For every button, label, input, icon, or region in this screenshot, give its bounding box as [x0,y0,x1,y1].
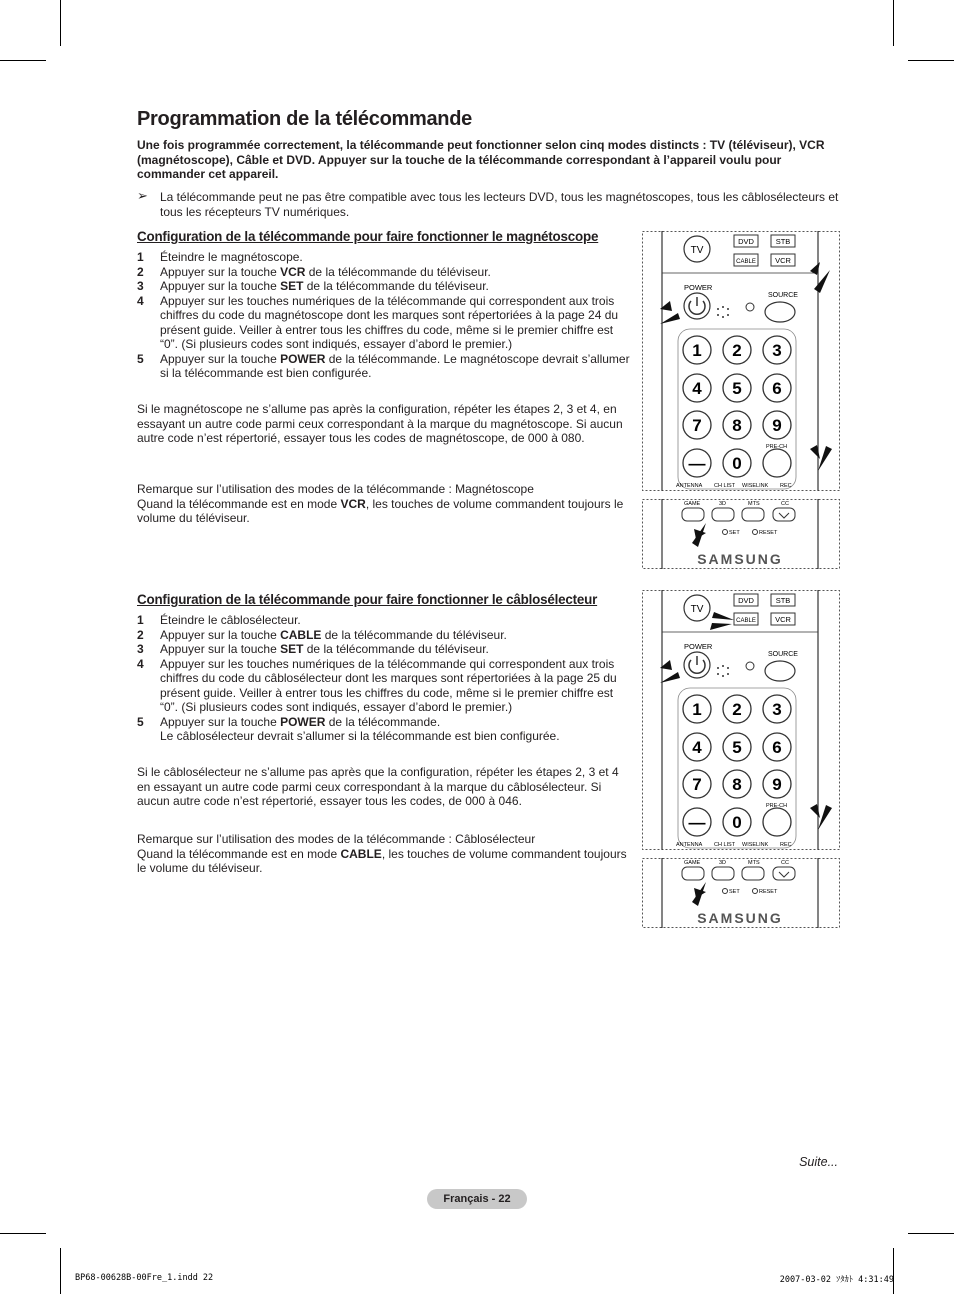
step-number: 3 [137,279,144,293]
digit-label: 6 [772,379,782,398]
vcr-label: VCR [775,256,791,265]
step-item [137,715,633,744]
cc-button[interactable] [773,867,795,880]
digit-label: 0 [732,813,742,832]
note-arrow-icon: ➢ [137,188,148,203]
text-run: , les touches de volume commandent toujours le volume du téléviseur. [137,846,627,875]
step-number: 1 [137,613,144,627]
3d-button[interactable] [712,508,734,521]
bold-term: POWER [280,351,326,366]
set-button[interactable] [723,530,728,535]
bold-term: VCR [340,496,366,511]
text-run: Appuyer sur la touche [160,351,281,366]
step-item [137,250,633,265]
cc-label: CC [781,860,789,866]
text-run: de la télécommande. [325,714,441,729]
text-run: Quand la télécommande est en mode [137,846,341,861]
game-label: GAME [684,860,701,866]
prech-label: PRE-CH [766,444,788,450]
mode-note-cable [137,832,633,876]
prech-button[interactable] [763,808,791,836]
crop-mark [893,0,894,46]
wiselink-label: WISELINK [742,483,769,489]
print-slug-date: 2007-03-02 ｿﾀｶﾄ 4:31:49 [779,1275,894,1285]
reset-label: RESET [759,530,778,536]
reset-label: RESET [759,889,778,895]
note-text: La télécommande peut ne pas être compatible avec tous les lecteurs DVD, tous les magnétoscopes, tous les câblosélecteurs et tous les récepteurs TV numériques. [160,190,839,219]
digit-label: 8 [732,416,742,435]
text-run: de la télécommande du téléviseur. [321,627,507,642]
text-run: de la télécommande du téléviseur. [303,642,489,656]
bold-term: VCR [280,264,306,279]
dvd-label: DVD [738,596,754,605]
dvd-label: DVD [738,237,754,246]
samsung-logo: SAMSUNG [697,551,783,567]
rec-label: REC [780,842,792,848]
antenna-label: ANTENNA [676,483,703,489]
prech-label: PRE-CH [766,803,788,809]
stb-label: STB [775,237,791,246]
step-item [137,642,633,657]
bold-term: SET [280,642,304,656]
3d-button[interactable] [712,867,734,880]
step-number: 1 [137,250,144,264]
cc-button[interactable] [773,508,795,521]
bold-term: POWER [280,714,326,729]
digit-label: 0 [732,454,742,473]
text-run: de la télécommande du téléviseur. [303,279,489,293]
digit-label: 7 [692,775,702,794]
3d-label: 3D [719,501,727,507]
set-button[interactable] [723,889,728,894]
chlist-label: CH LIST [714,483,736,489]
crop-mark [0,1233,46,1234]
bold-term: CABLE [340,846,382,861]
text-run: Si le câblosélecteur ne s’allume pas après que la configuration, répéter les étapes 2, 3 et 4 en essayant un autre code parmi ceux correspondant à la marque du câblosélecteur. Si aucun autre code n’est répertorié, essayer tous les codes, de 000 à 046. [137,765,619,808]
digit-label: 9 [772,416,782,435]
crop-mark [893,1248,894,1294]
section-heading-vcr: Configuration de la télécommande pour faire fonctionner le magnétoscope [137,229,599,244]
tv-label: TV [690,604,704,615]
tv-label: TV [690,245,704,256]
digit-label: 7 [692,416,702,435]
vcr-label: VCR [775,615,791,624]
step-number: 2 [137,264,144,279]
steps-list-cable [137,613,633,744]
remote-illustration-cable [642,590,840,928]
text-run: Appuyer sur la touche [160,642,281,656]
digit-label: 1 [692,341,702,360]
step-number: 2 [137,627,144,642]
text-run: Le câblosélecteur devrait s’allumer si la télécommande est bien configurée. [160,729,560,743]
digit-label: 9 [772,775,782,794]
text-run: Appuyer sur la touche [160,279,281,293]
text-run: Appuyer sur la touche [160,627,281,642]
crop-mark [908,1233,954,1234]
samsung-logo: SAMSUNG [697,910,783,926]
mts-label: MTS [748,501,760,507]
digit-label: 6 [772,738,782,757]
reset-button[interactable] [753,530,758,535]
reset-button[interactable] [753,889,758,894]
crop-mark [908,60,954,61]
text-run: Quand la télécommande est en mode [137,496,341,511]
text-run: Éteindre le câblosélecteur. [160,613,301,627]
bold-term: CABLE [280,627,322,642]
power-label: POWER [684,642,713,651]
step-item [137,294,633,352]
step-item [137,628,633,643]
crop-mark [60,0,61,46]
retry-paragraph-vcr [137,402,633,446]
game-button[interactable] [682,867,704,880]
print-slug-file: BP68-00628B-00Fre_1.indd 22 [75,1273,214,1283]
chlist-label: CH LIST [714,842,736,848]
text-run: , les touches de volume commandent toujours le volume du téléviseur. [137,496,624,525]
antenna-label: ANTENNA [676,842,703,848]
step-item [137,613,633,628]
digit-label: 2 [732,341,742,360]
text-run: Appuyer sur les touches numériques de la télécommande qui correspondent aux trois chiffres du code du magnétoscope dont les marques sont répertoriées à la page 24 du présent guide. Veiller à entrer tous les chiffres du code, même si le premier chiffre est “0”. (Si plusieurs codes sont indiqués, essayer d’abord le premier.) [160,293,619,351]
dash-label: — [688,454,706,473]
prech-button[interactable] [763,449,791,477]
digit-label: 3 [772,700,782,719]
mts-button[interactable] [742,867,764,880]
rec-label: REC [780,483,792,489]
text-run: Appuyer sur la touche [160,264,281,279]
stb-label: STB [775,596,791,605]
source-button[interactable] [765,302,795,322]
step-number: 4 [137,656,144,671]
set-label: SET [729,889,740,895]
text-run: de la télécommande du téléviseur. [305,264,491,279]
steps-list-vcr [137,250,633,381]
digit-label: 8 [732,775,742,794]
power-label: POWER [684,283,713,292]
continued-label: Suite... [799,1155,838,1169]
digit-label: 4 [692,738,702,757]
text-run: Si le magnétoscope ne s’allume pas après la configuration, répéter les étapes 2, 3 et 4, en essayant un autre code parmi ceux correspondant à la marque du magnétoscope. Si aucun autre code n’est répertorié, essayer tous les codes de magnétoscope, de 000 à 080. [137,402,623,445]
step-item [137,657,633,715]
text-run: Remarque sur l’utilisation des modes de la télécommande : Câblosélecteur [137,832,536,846]
crop-mark [60,1248,61,1294]
mts-label: MTS [748,860,760,866]
step-number: 5 [137,351,144,366]
page-number-badge: Français - 22 [427,1189,527,1209]
step-item [137,279,633,294]
mts-button[interactable] [742,508,764,521]
cc-label: CC [781,501,789,507]
cable-label: CABLE [736,618,756,624]
step-item [137,352,633,381]
step-number: 3 [137,642,144,656]
step-number: 4 [137,293,144,308]
mode-note-vcr [137,482,633,526]
digit-label: 4 [692,379,702,398]
intro-paragraph: Une fois programmée correctement, la télécommande peut fonctionner selon cinq modes distincts : TV (téléviseur), VCR (magnétoscope), Câble et DVD. Appuyer sur la touche de la télécommande correspondant à l’appareil voulu pour commander cet appareil. [137,138,825,181]
text-run: de la télécommande. Le magnétoscope devrait s’allumer si la télécommande est bien configurée. [160,351,630,380]
text-run: Appuyer sur les touches numériques de la télécommande qui correspondent aux trois chiffres du code du câblosélecteur dont les marques sont répertoriées à la page 25 du présent guide. Veiller à entrer tous les chiffres du code, même si le premier chiffre est “0”. (Si plusieurs codes sont indiqués, essayer d’abord le premier.) [160,656,617,714]
text-run: Remarque sur l’utilisation des modes de la télécommande : Magnétoscope [137,482,534,496]
digit-label: 3 [772,341,782,360]
section-heading-cable: Configuration de la télécommande pour faire fonctionner le câblosélecteur [137,592,598,607]
dash-label: — [688,813,706,832]
cable-label: CABLE [736,259,756,265]
text-run: Appuyer sur la touche [160,714,281,729]
wiselink-label: WISELINK [742,842,769,848]
note [137,190,843,219]
crop-mark [0,60,46,61]
text-run: Éteindre le magnétoscope. [160,250,303,264]
digit-label: 1 [692,700,702,719]
step-number: 5 [137,714,144,729]
bold-term: SET [280,279,304,293]
game-button[interactable] [682,508,704,521]
digit-label: 5 [732,379,742,398]
page-title: Programmation de la télécommande [137,108,472,130]
remote-illustration-vcr [642,231,840,569]
retry-paragraph-cable [137,765,633,809]
source-label: SOURCE [768,651,798,658]
step-item [137,265,633,280]
set-label: SET [729,530,740,536]
digit-label: 5 [732,738,742,757]
game-label: GAME [684,501,701,507]
3d-label: 3D [719,860,727,866]
source-label: SOURCE [768,292,798,299]
digit-label: 2 [732,700,742,719]
source-button[interactable] [765,661,795,681]
